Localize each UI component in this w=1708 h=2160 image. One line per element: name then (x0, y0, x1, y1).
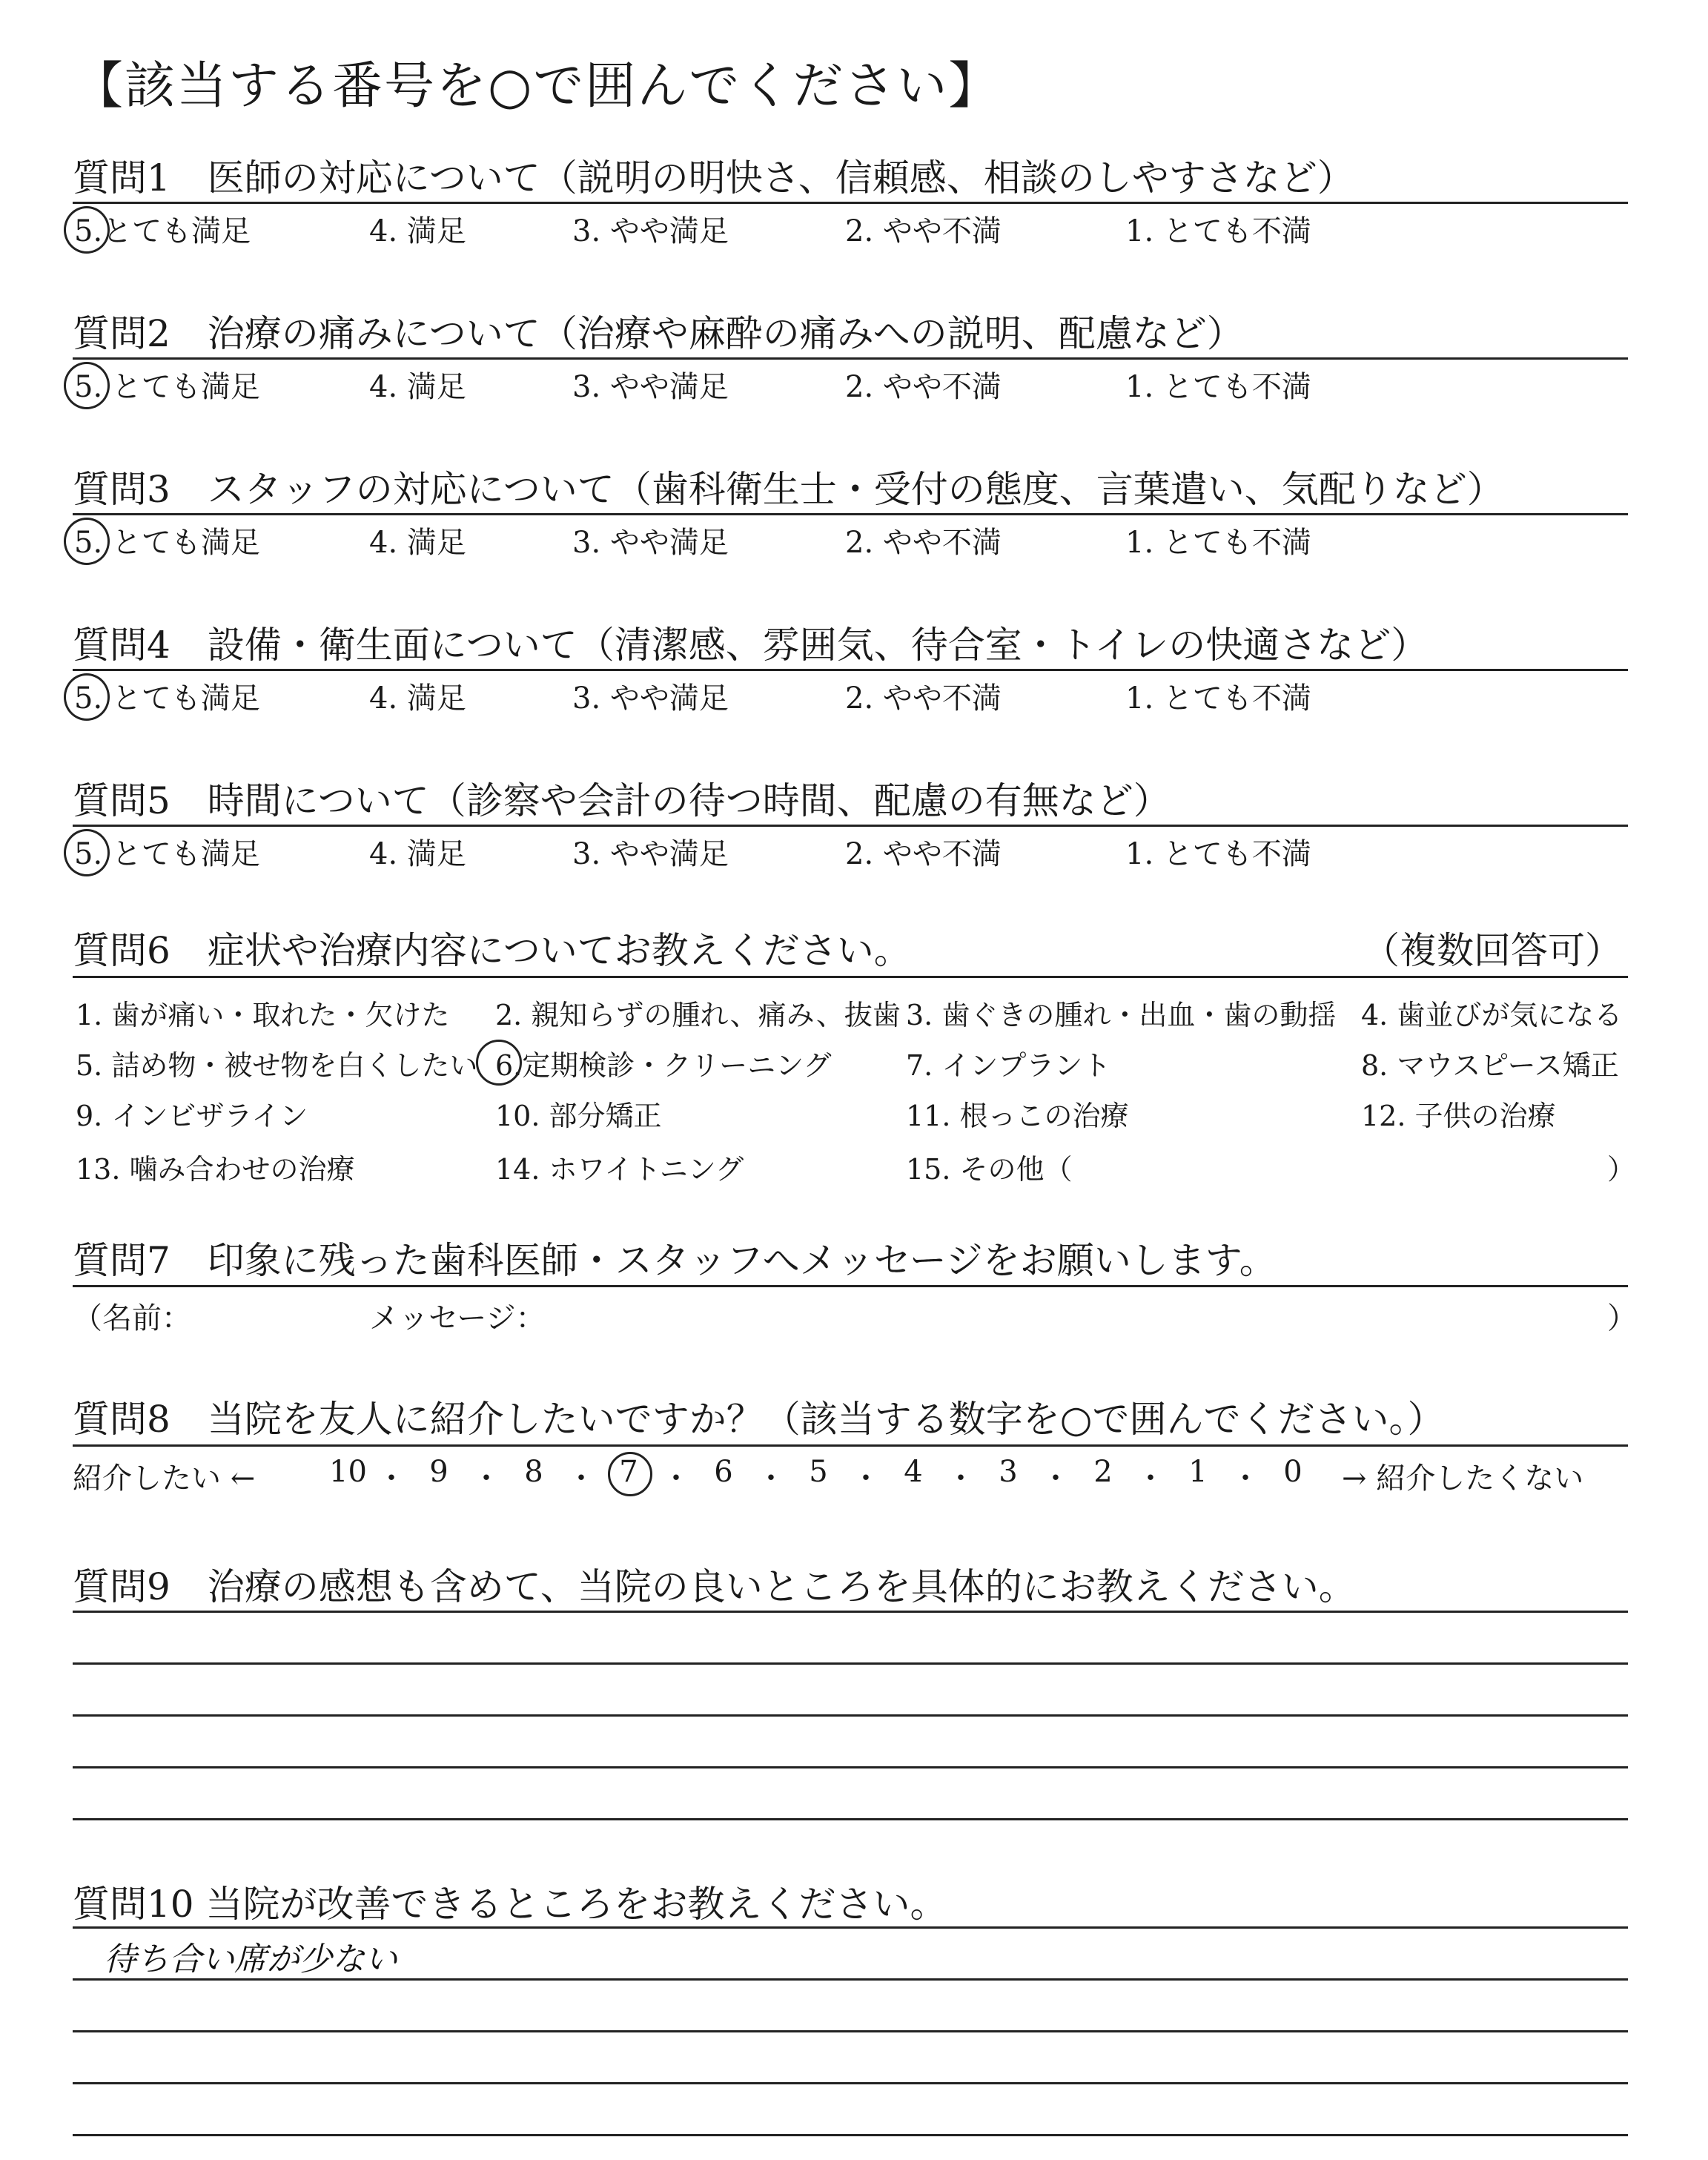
q8-separator: ・ (471, 1462, 501, 1496)
q5-rule (73, 825, 1628, 827)
q10-line-5 (73, 2134, 1628, 2136)
q10-handwritten-answer: 待ち合い席が少ない (104, 1941, 397, 1978)
q6-selection-circle (476, 1040, 522, 1086)
q1-option-3[interactable]: 3. やや満足 (572, 214, 729, 248)
q1-title: 質問1 医師の対応について（説明の明快さ、信頼感、相談のしやすさなど） (73, 156, 1354, 199)
q7-rule (73, 1285, 1628, 1287)
q6-option-9[interactable]: 9. インビザライン (76, 1100, 308, 1132)
q9-line-3 (73, 1714, 1628, 1717)
q2-option-4[interactable]: 4. 満足 (369, 370, 466, 404)
q6-option-11[interactable]: 11. 根っこの治療 (906, 1100, 1129, 1132)
q8-scale-8[interactable]: 8 (524, 1455, 543, 1489)
q1-option-1[interactable]: 1. とても不満 (1125, 214, 1311, 248)
q7-close-paren: ） (1607, 1301, 1637, 1335)
q2-rule (73, 357, 1628, 360)
q4-option-4[interactable]: 4. 満足 (369, 681, 466, 716)
q1-option-5[interactable]: 5.とても満足 (74, 214, 251, 248)
q10-title: 質問10 当院が改善できるところをお教えください。 (73, 1883, 947, 1926)
q3-option-1[interactable]: 1. とても不満 (1125, 526, 1311, 560)
q6-option-6[interactable]: 6.定期検診・クリーニング (495, 1049, 832, 1082)
q4-selection-circle (64, 673, 110, 721)
q2-option-2[interactable]: 2. やや不満 (845, 370, 1002, 404)
q8-selection-circle (608, 1452, 652, 1496)
q6-option-10[interactable]: 10. 部分矯正 (495, 1100, 662, 1132)
q6-option-2[interactable]: 2. 親知らずの腫れ、痛み、抜歯 (495, 999, 901, 1031)
q1-selection-circle (64, 206, 110, 254)
q6-option-1[interactable]: 1. 歯が痛い・取れた・欠けた (76, 999, 450, 1031)
q3-title: 質問3 スタッフの対応について（歯科衛生士・受付の態度、言葉遣い、気配りなど） (73, 468, 1504, 511)
q8-separator: ・ (566, 1462, 596, 1496)
q6-option-8[interactable]: 8. マウスピース矯正 (1361, 1049, 1619, 1082)
q5-option-3[interactable]: 3. やや満足 (572, 837, 729, 871)
q5-option-1[interactable]: 1. とても不満 (1125, 837, 1311, 871)
q6-option-3[interactable]: 3. 歯ぐきの腫れ・出血・歯の動揺 (906, 999, 1337, 1031)
q8-scale-4[interactable]: 4 (904, 1455, 923, 1489)
q6-option-15[interactable]: 15. その他（ (906, 1153, 1073, 1186)
q7-message-label: メッセージ： (369, 1301, 546, 1335)
q6-option-5[interactable]: 5. 詰め物・被せ物を白くしたい (76, 1049, 478, 1082)
q7-title: 質問7 印象に残った歯科医師・スタッフへメッセージをお願いします。 (73, 1239, 1277, 1282)
q10-line-3 (73, 2030, 1628, 2032)
q8-scale-5[interactable]: 5 (809, 1455, 828, 1489)
q8-scale-1[interactable]: 1 (1188, 1455, 1208, 1489)
q8-scale-9[interactable]: 9 (429, 1455, 448, 1489)
q2-option-5[interactable]: 5. とても満足 (74, 370, 260, 404)
q3-option-3[interactable]: 3. やや満足 (572, 526, 729, 560)
q8-separator: ・ (1136, 1462, 1165, 1496)
q8-right-label: → 紹介したくない (1342, 1462, 1584, 1496)
q8-scale-3[interactable]: 3 (999, 1455, 1018, 1489)
q9-line-5 (73, 1818, 1628, 1820)
q6-rule (73, 976, 1628, 978)
q4-option-3[interactable]: 3. やや満足 (572, 681, 729, 716)
q5-option-4[interactable]: 4. 満足 (369, 837, 466, 871)
q3-selection-circle (64, 518, 110, 565)
q8-scale-10[interactable]: 10 (329, 1455, 367, 1489)
q2-option-1[interactable]: 1. とても不満 (1125, 370, 1311, 404)
q8-scale-6[interactable]: 6 (714, 1455, 733, 1489)
q2-option-3[interactable]: 3. やや満足 (572, 370, 729, 404)
q6-option-14[interactable]: 14. ホワイトニング (495, 1153, 744, 1186)
q2-title: 質問2 治療の痛みについて（治療や麻酔の痛みへの説明、配慮など） (73, 312, 1244, 355)
q7-name-label: （名前： (73, 1301, 191, 1335)
q8-title: 質問8 当院を友人に紹介したいですか？（該当する数字を○で囲んでください。） (73, 1398, 1445, 1441)
q3-rule (73, 513, 1628, 515)
q6-note: （複数回答可） (1363, 929, 1622, 972)
q3-option-2[interactable]: 2. やや不満 (845, 526, 1002, 560)
q8-scale-2[interactable]: 2 (1093, 1455, 1113, 1489)
q6-close-paren: ） (1607, 1153, 1636, 1186)
q4-title: 質問4 設備・衛生面について（清潔感、雰囲気、待合室・トイレの快適さなど） (73, 624, 1429, 667)
q8-separator: ・ (1041, 1462, 1070, 1496)
q4-option-2[interactable]: 2. やや不満 (845, 681, 1002, 716)
q6-title: 質問6 症状や治療内容についてお教えください。 (73, 929, 911, 972)
q2-selection-circle (64, 362, 110, 409)
q6-option-13[interactable]: 13. 噛み合わせの治療 (76, 1153, 355, 1186)
instruction-heading: 【該当する番号を○で囲んでください】 (73, 57, 1001, 116)
q6-option-12[interactable]: 12. 子供の治療 (1361, 1100, 1556, 1132)
q1-option-4[interactable]: 4. 満足 (369, 214, 466, 248)
q3-option-5[interactable]: 5. とても満足 (74, 526, 260, 560)
q3-option-4[interactable]: 4. 満足 (369, 526, 466, 560)
q8-separator: ・ (1231, 1462, 1260, 1496)
q8-separator: ・ (756, 1462, 786, 1496)
q1-option-2[interactable]: 2. やや不満 (845, 214, 1002, 248)
q8-rule (73, 1444, 1628, 1447)
q4-option-5[interactable]: 5. とても満足 (74, 681, 260, 716)
q4-option-1[interactable]: 1. とても不満 (1125, 681, 1311, 716)
q5-title: 質問5 時間について（診察や会計の待つ時間、配慮の有無など） (73, 779, 1171, 822)
q6-option-4[interactable]: 4. 歯並びが気になる (1361, 999, 1623, 1031)
q8-separator: ・ (946, 1462, 976, 1496)
q4-rule (73, 669, 1628, 671)
q5-selection-circle (64, 829, 110, 876)
q9-line-1 (73, 1611, 1628, 1613)
q8-separator: ・ (851, 1462, 881, 1496)
q9-line-2 (73, 1662, 1628, 1665)
q9-title: 質問9 治療の感想も含めて、当院の良いところを具体的にお教えください。 (73, 1565, 1356, 1608)
q8-separator: ・ (661, 1462, 691, 1496)
q5-option-2[interactable]: 2. やや不満 (845, 837, 1002, 871)
q10-line-2 (73, 1978, 1628, 1981)
q8-scale-0[interactable]: 0 (1283, 1455, 1302, 1489)
q5-option-5[interactable]: 5. とても満足 (74, 837, 260, 871)
q10-line-4 (73, 2082, 1628, 2084)
q1-rule (73, 202, 1628, 204)
q8-left-label: 紹介したい ← (73, 1462, 256, 1496)
q8-separator: ・ (377, 1462, 406, 1496)
q9-line-4 (73, 1766, 1628, 1768)
q6-option-7[interactable]: 7. インプラント (906, 1049, 1111, 1082)
q8-scale-7[interactable]: 7 (619, 1455, 638, 1489)
q10-line-1 (73, 1926, 1628, 1929)
